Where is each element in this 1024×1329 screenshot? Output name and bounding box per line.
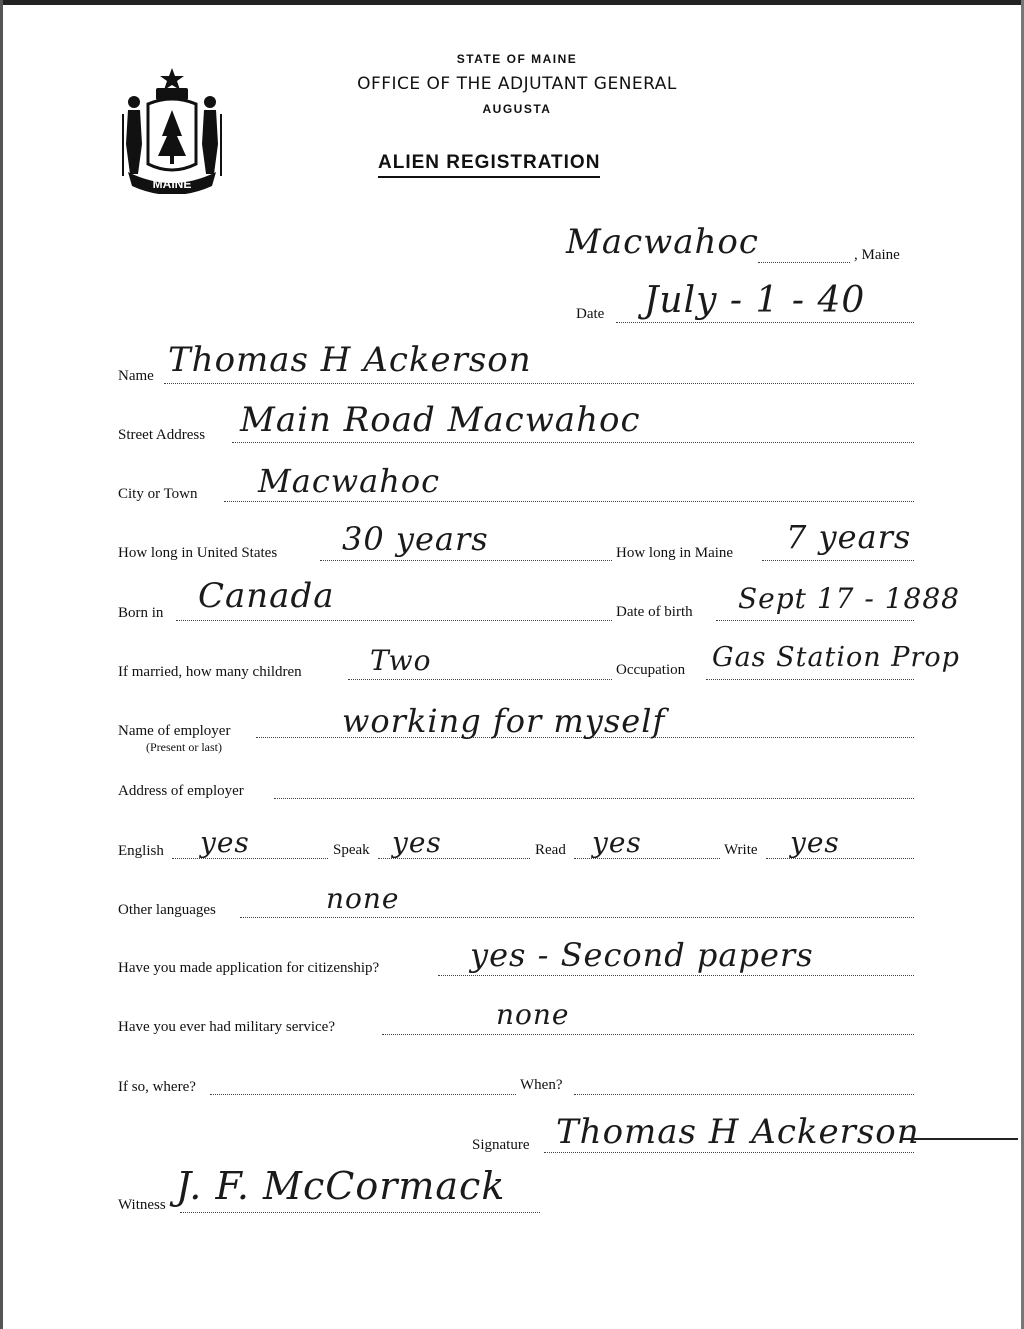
signature-label: Signature [472,1137,530,1153]
date-of-birth-value: Sept 17 - 1888 [738,582,960,615]
write-label: Write [724,842,758,858]
street-address-label: Street Address [118,427,206,443]
name-line [164,383,914,384]
form-title: ALIEN REGISTRATION [378,152,600,178]
state-heading: STATE OF MAINE [456,52,578,66]
read-label: Read [535,842,566,858]
place-line [758,262,850,263]
born-in-label: Born in [118,605,164,621]
employer-address-line [274,798,914,799]
us-duration-value: 30 years [342,520,489,558]
speak-value: yes [392,826,442,859]
service-when-line [574,1094,914,1095]
office-heading: OFFICE OF THE ADJUTANT GENERAL [357,74,677,94]
military-service-label: Have you ever had military service? [118,1019,335,1035]
service-where-line [210,1094,516,1095]
date-label: Date [576,306,605,322]
english-line [172,858,328,859]
witness-line [180,1212,540,1213]
citizenship-label: Have you made application for citizenship? [118,960,380,976]
witness-label: Witness [118,1197,166,1213]
seal-banner-text: MAINE [152,177,192,191]
date-value: July - 1 - 40 [644,280,866,321]
write-line [766,858,914,859]
citizenship-line [438,975,914,976]
english-label: English [118,843,164,859]
other-languages-line [240,917,914,918]
children-line [348,679,612,680]
street-address-line [232,442,914,443]
maine-duration-line [762,560,914,561]
read-value: yes [592,826,642,859]
citizenship-value: yes - Second papers [470,936,814,974]
date-line [616,322,914,323]
place-value: Macwahoc [566,222,759,262]
name-value: Thomas H Ackerson [168,340,532,380]
other-languages-label: Other languages [118,902,216,918]
signature-line [544,1152,914,1153]
service-when-label: When? [520,1077,563,1093]
military-service-line [382,1034,914,1035]
city-town-value: Macwahoc [258,462,441,500]
other-languages-value: none [326,882,400,915]
place-suffix: , Maine [854,247,900,263]
occupation-line [706,679,914,680]
scan-left-edge [0,0,3,1329]
write-value: yes [790,826,840,859]
city-town-line [224,501,914,502]
name-label: Name [118,368,154,384]
born-in-line [176,620,612,621]
children-value: Two [370,644,432,677]
employer-name-sublabel: (Present or last) [146,740,222,754]
city-town-label: City or Town [118,486,198,502]
street-address-value: Main Road Macwahoc [240,400,641,440]
city-heading: AUGUSTA [482,102,552,116]
maine-duration-label: How long in Maine [616,545,734,561]
date-of-birth-line [716,620,914,621]
us-duration-label: How long in United States [118,545,278,561]
maine-duration-value: 7 years [786,518,912,556]
occupation-label: Occupation [616,662,686,678]
scan-top-border [0,0,1024,5]
children-label: If married, how many children [118,664,302,680]
employer-address-label: Address of employer [118,783,244,799]
military-service-value: none [496,998,570,1031]
occupation-value: Gas Station Prop [712,642,960,673]
us-duration-line [320,560,612,561]
employer-name-label: Name of employer [118,723,231,739]
date-of-birth-label: Date of birth [616,604,693,620]
employer-name-value: working for myself [342,702,666,740]
born-in-value: Canada [198,576,335,616]
signature-value: Thomas H Ackerson [556,1112,920,1152]
service-where-label: If so, where? [118,1079,196,1095]
english-value: yes [200,826,250,859]
witness-value: J. F. McCormack [176,1164,506,1208]
signature-flourish [900,1138,1018,1140]
speak-label: Speak [333,842,370,858]
